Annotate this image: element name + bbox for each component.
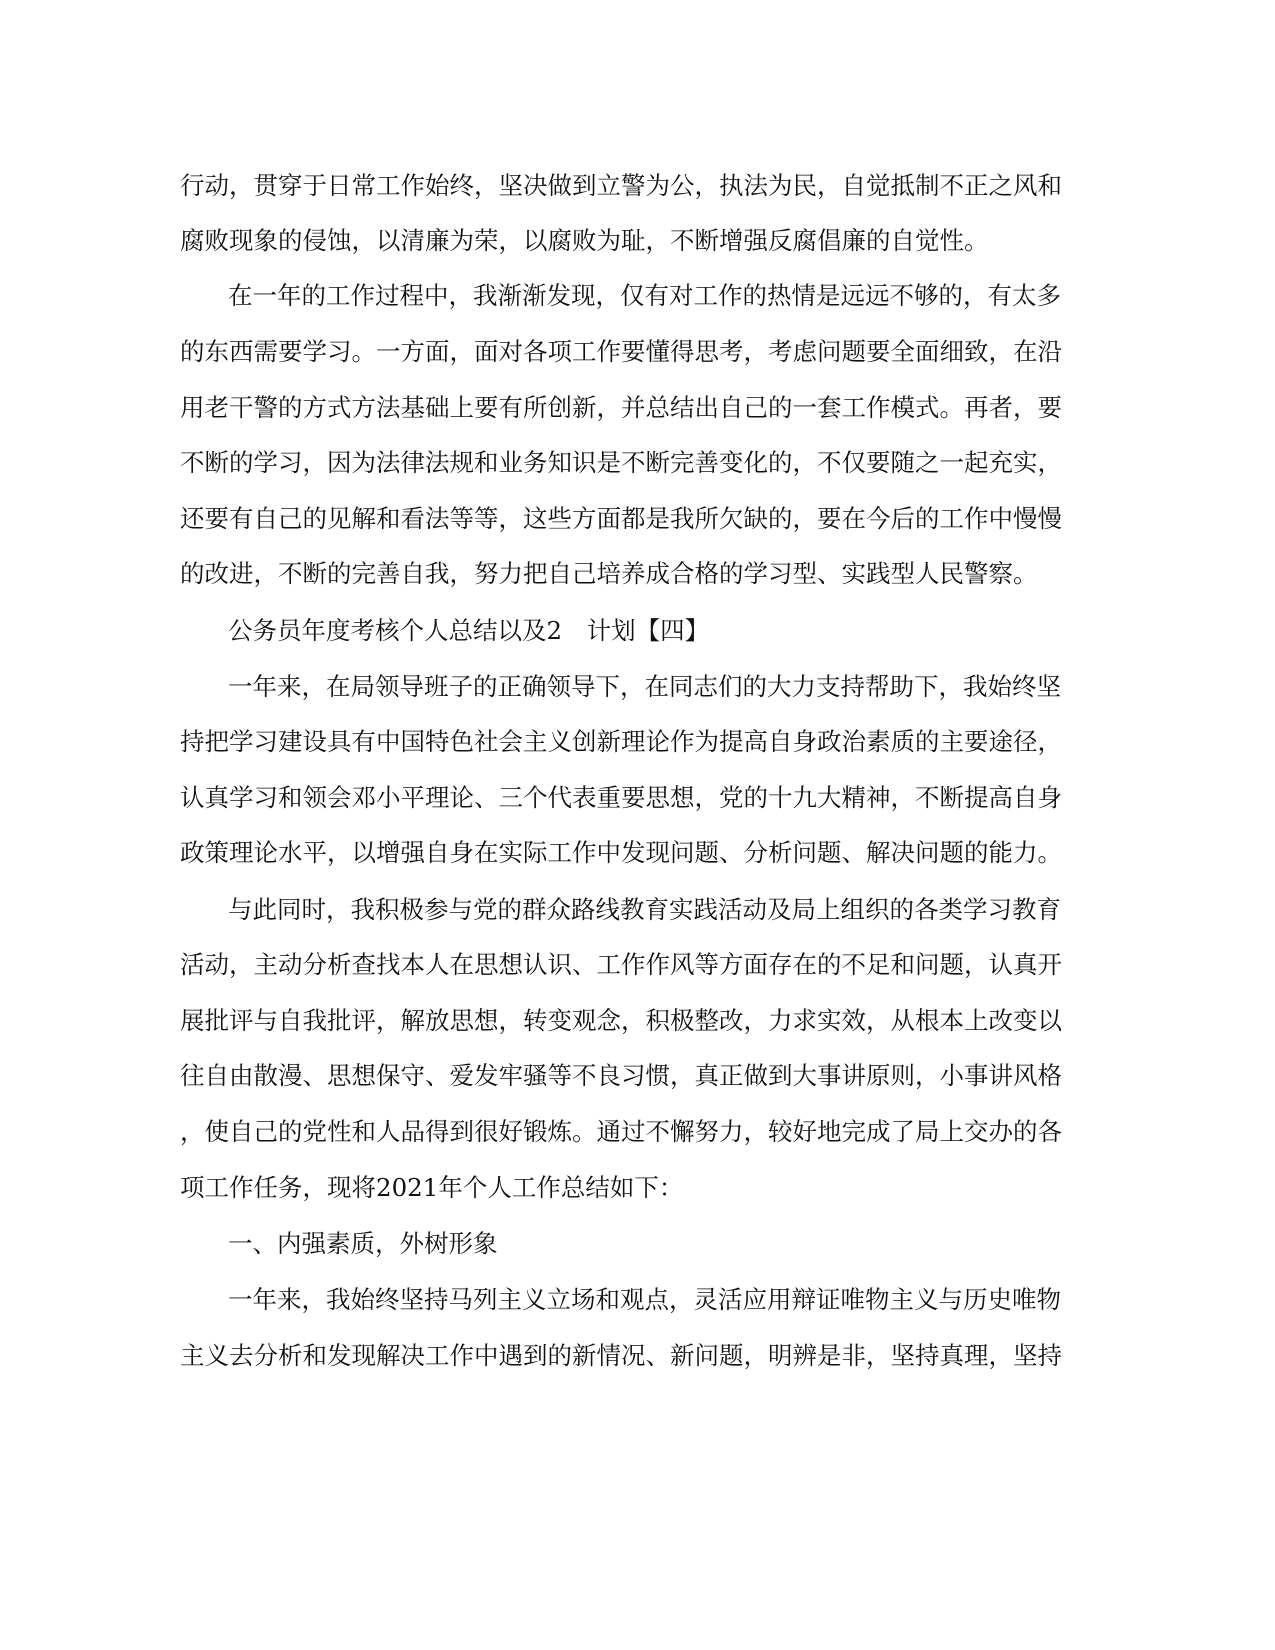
text-line: 的东西需要学习。一方面，面对各项工作要懂得思考，考虑问题要全面细致，在沿: [180, 337, 1062, 366]
text-line: 往自由散漫、思想保守、爱发牢骚等不良习惯，真正做到大事讲原则，小事讲风格: [180, 1061, 1062, 1090]
text-line: 展批评与自我批评，解放思想，转变观念，积极整改，力求实效，从根本上改变以: [180, 1006, 1062, 1035]
text-line: 不断的学习，因为法律法规和业务知识是不断完善变化的，不仅要随之一起充实，: [180, 448, 1062, 477]
section-heading: 公务员年度考核个人总结以及2 计划【四】: [228, 616, 710, 645]
paragraph-first-line: 一年来，我始终坚持马列主义立场和观点，灵活应用辩证唯物主义与历史唯物: [228, 1285, 1061, 1314]
paragraph-first-line: 与此同时，我积极参与党的群众路线教育实践活动及局上组织的各类学习教育: [228, 895, 1061, 924]
text-line: 还要有自己的见解和看法等等，这些方面都是我所欠缺的，要在今后的工作中慢慢: [180, 504, 1062, 533]
text-line: ，使自己的党性和人品得到很好锻炼。通过不懈努力，较好地完成了局上交办的各: [180, 1117, 1062, 1146]
text-line: 政策理论水平，以增强自身在实际工作中发现问题、分析问题、解决问题的能力。: [180, 838, 1062, 867]
text-line: 持把学习建设具有中国特色社会主义创新理论作为提高自身政治素质的主要途径，: [180, 727, 1062, 756]
text-line: 腐败现象的侵蚀，以清廉为荣，以腐败为耻，不断增强反腐倡廉的自觉性。: [180, 226, 989, 255]
section-heading: 一、内强素质，外树形象: [228, 1229, 498, 1258]
text-line: 认真学习和领会邓小平理论、三个代表重要思想，党的十九大精神，不断提高自身: [180, 783, 1062, 812]
text-line: 的改进，不断的完善自我，努力把自己培养成合格的学习型、实践型人民警察。: [180, 559, 1038, 588]
paragraph-first-line: 在一年的工作过程中，我渐渐发现，仅有对工作的热情是远远不够的，有太多: [228, 281, 1061, 310]
text-line: 行动，贯穿于日常工作始终，坚决做到立警为公，执法为民，自觉抵制不正之风和: [180, 171, 1062, 200]
text-line: 项工作任务，现将2021年个人工作总结如下：: [180, 1173, 684, 1202]
paragraph-first-line: 一年来，在局领导班子的正确领导下，在同志们的大力支持帮助下，我始终坚: [228, 672, 1061, 701]
text-line: 用老干警的方式方法基础上要有所创新，并总结出自己的一套工作模式。再者，要: [180, 393, 1062, 422]
text-line: 主义去分析和发现解决工作中遇到的新情况、新问题，明辨是非，坚持真理，坚持: [180, 1341, 1062, 1370]
text-line: 活动，主动分析查找本人在思想认识、工作作风等方面存在的不足和问题，认真开: [180, 950, 1062, 979]
